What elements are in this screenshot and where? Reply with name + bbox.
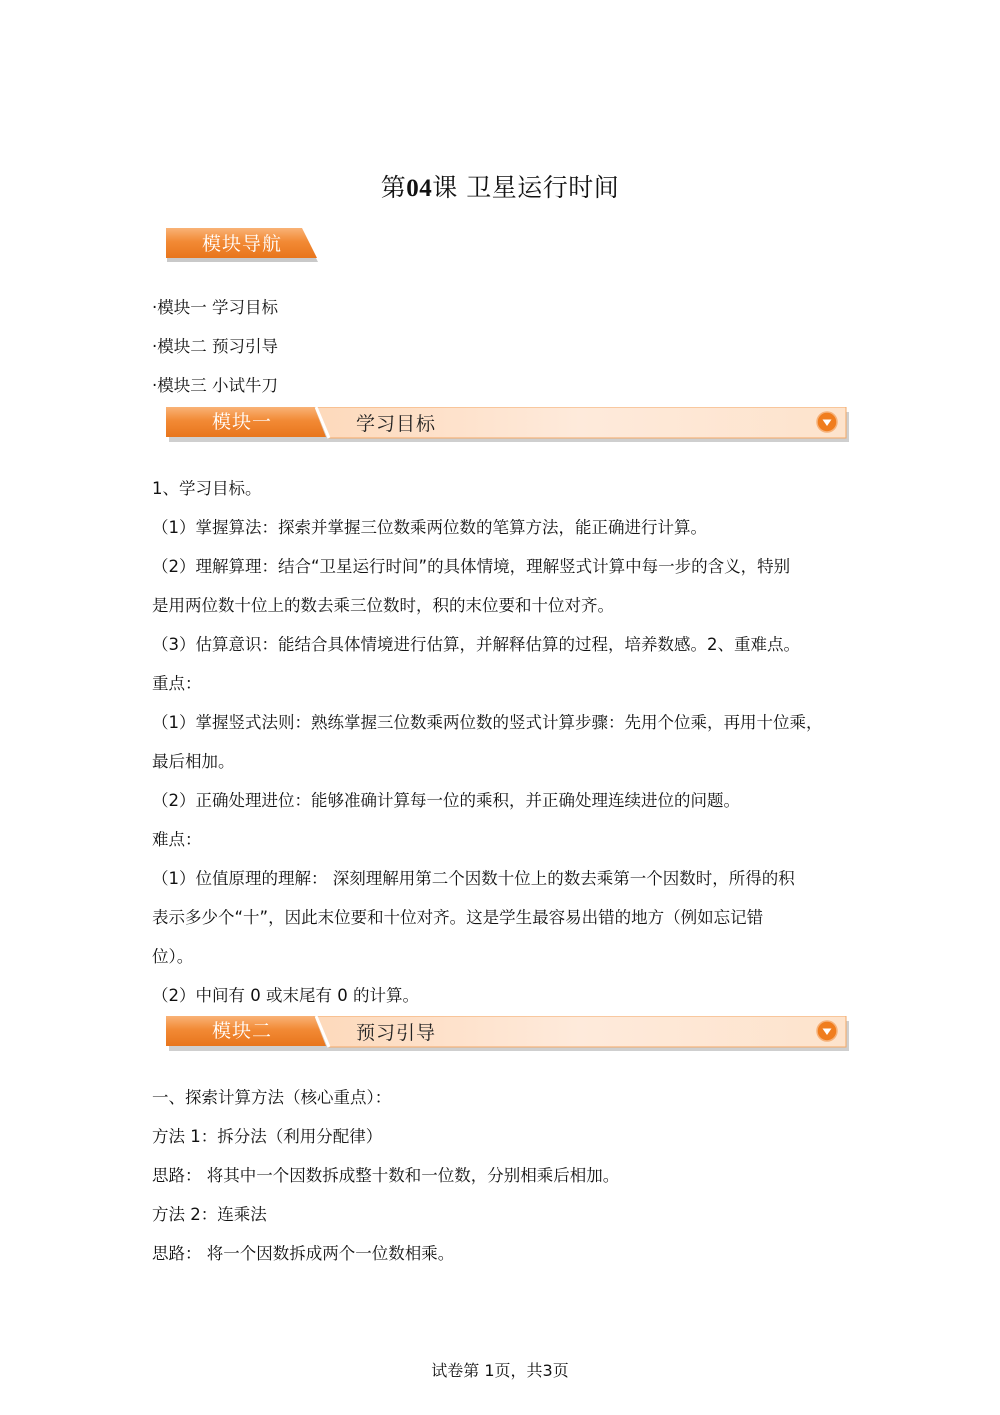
method-line: 思路： 将其中一个因数拆成整十数和一位数，分别相乘后相加。 — [152, 1166, 620, 1185]
module-list-item: ·模块二 预习引导 — [152, 337, 278, 356]
objective-line: （1）掌握算法：探索并掌握三位数乘两位数的笔算方法，能正确进行计算。 — [152, 518, 707, 537]
difficulty-heading: 难点： — [152, 830, 202, 849]
section-bar-module-1 — [166, 407, 850, 443]
module-list-item: ·模块三 小试牛刀 — [152, 376, 278, 395]
difficulty-line: 位）。 — [152, 947, 194, 966]
method-line: 思路： 将一个因数拆成两个一位数相乘。 — [152, 1244, 455, 1263]
chevron-down-circle-icon — [816, 411, 838, 433]
key-point-line: （2）正确处理进位：能够准确计算每一位的乘积，并正确处理连续进位的问题。 — [152, 791, 740, 810]
chevron-down-circle-icon — [816, 1020, 838, 1042]
preview-heading: 一、探索计算方法（核心重点）： — [152, 1088, 392, 1107]
title-prefix: 第 — [380, 173, 407, 202]
section-title: 学习目标 — [356, 413, 437, 435]
title-rest: 课 卫星运行时间 — [432, 173, 620, 202]
module-nav-label: 模块导航 — [201, 233, 282, 255]
page-footer: 试卷第 1页，共3页 — [431, 1361, 569, 1380]
section-title: 预习引导 — [356, 1022, 437, 1044]
key-point-line: （1）掌握竖式法则：熟练掌握三位数乘两位数的竖式计算步骤：先用个位乘，再用十位乘， — [152, 713, 823, 732]
key-points-heading: 重点： — [152, 674, 202, 693]
section-bar-module-2 — [166, 1016, 850, 1052]
objective-line: （2）理解算理：结合“卫星运行时间”的具体情境，理解竖式计算中每一步的含义，特别 — [152, 557, 791, 576]
module-nav-tab — [166, 228, 318, 262]
title-number: 04 — [406, 175, 433, 202]
method-line: 方法 2：连乘法 — [152, 1205, 267, 1224]
objective-line: （3）估算意识：能结合具体情境进行估算，并解释估算的过程，培养数感。2、重难点。 — [152, 635, 800, 654]
difficulty-line: （2）中间有 0 或末尾有 0 的计算。 — [152, 986, 419, 1005]
module-list-item: ·模块一 学习目标 — [152, 298, 278, 317]
difficulty-line: （1）位值原理的理解： 深刻理解用第二个因数十位上的数去乘第一个因数时，所得的积 — [152, 869, 795, 888]
page-title — [0, 168, 1000, 204]
section-number-label: 模块一 — [211, 411, 272, 433]
difficulty-line: 表示多少个“十”，因此末位要和十位对齐。这是学生最容易出错的地方（例如忘记错 — [152, 908, 764, 927]
section-number-label: 模块二 — [211, 1020, 272, 1042]
objective-line: 是用两位数十位上的数去乘三位数时，积的末位要和十位对齐。 — [152, 596, 614, 615]
method-line: 方法 1：拆分法（利用分配律） — [152, 1127, 383, 1146]
objective-heading: 1、学习目标。 — [152, 479, 262, 498]
key-point-line: 最后相加。 — [152, 752, 235, 771]
